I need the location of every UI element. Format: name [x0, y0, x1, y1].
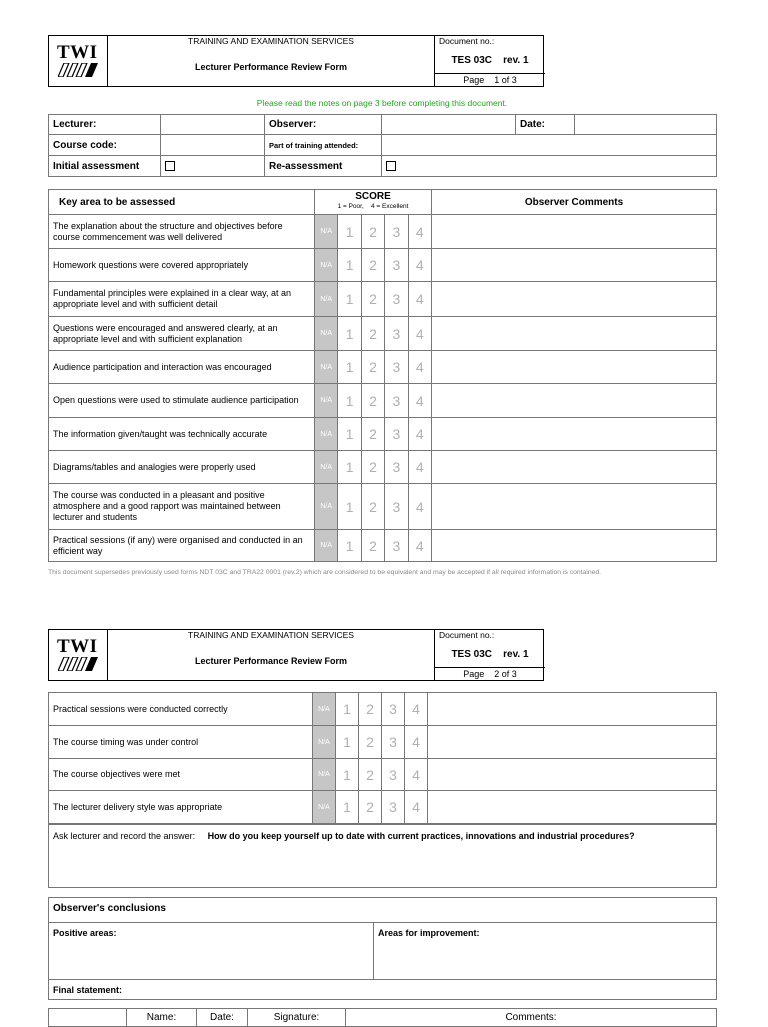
form-title: Lecturer Performance Review Form	[194, 62, 348, 72]
observer-comment-cell[interactable]	[428, 693, 717, 726]
score-na-option[interactable]: N/A	[313, 693, 336, 726]
score-option-1[interactable]: 1	[338, 484, 361, 530]
score-option-4[interactable]: 4	[405, 693, 428, 726]
signoff-date-label: Date:	[197, 1009, 248, 1027]
key-area-text: Audience participation and interaction was encouraged	[49, 351, 315, 384]
observer-comment-cell[interactable]	[432, 384, 717, 418]
observer-field[interactable]	[382, 115, 516, 135]
score-option-2[interactable]: 2	[361, 451, 384, 484]
score-option-1[interactable]: 1	[338, 215, 361, 249]
table-row	[49, 215, 717, 249]
table-row	[49, 351, 717, 384]
score-na-option[interactable]: N/A	[315, 418, 338, 451]
score-option-1[interactable]: 1	[336, 759, 359, 791]
table-row	[49, 317, 717, 351]
org-name: TRAINING AND EXAMINATION SERVICES	[188, 630, 354, 640]
score-option-2[interactable]: 2	[361, 351, 384, 384]
logo	[49, 36, 108, 86]
divider	[49, 979, 716, 980]
score-option-2[interactable]: 2	[361, 282, 384, 317]
table-row	[49, 726, 717, 759]
score-option-1[interactable]: 1	[338, 418, 361, 451]
signoff-table	[48, 1008, 717, 1027]
score-na-option[interactable]: N/A	[315, 451, 338, 484]
score-option-1[interactable]: 1	[336, 791, 359, 824]
score-na-option[interactable]: N/A	[315, 282, 338, 317]
score-table-page2	[48, 692, 717, 824]
table-row	[49, 282, 717, 317]
part-attended-field[interactable]	[382, 135, 717, 156]
docno-cell	[434, 630, 544, 680]
key-area-text: The explanation about the structure and objectives before course commencement was well delivered	[49, 215, 315, 249]
divider	[435, 667, 545, 668]
reassessment-label: Re-assessment	[265, 156, 382, 177]
conclusions-title: Observer's conclusions	[53, 903, 166, 914]
score-option-3[interactable]: 3	[385, 351, 408, 384]
twi-logo-icon	[58, 657, 98, 671]
table-row	[49, 484, 717, 530]
score-option-2[interactable]: 2	[361, 384, 384, 418]
signoff-name-label: Name:	[127, 1009, 197, 1027]
score-title: SCORE	[355, 191, 391, 202]
positive-areas-label: Positive areas:	[53, 928, 117, 938]
form-title: Lecturer Performance Review Form	[194, 656, 348, 666]
key-area-text: Open questions were used to stimulate audience participation	[49, 384, 315, 418]
observer-comment-cell[interactable]	[428, 726, 717, 759]
score-option-3[interactable]: 3	[385, 317, 408, 351]
score-scale: 1 = Poor, 4 = Excellent	[337, 203, 409, 210]
table-row	[49, 530, 717, 562]
score-option-3[interactable]: 3	[382, 693, 405, 726]
key-area-text: The information given/taught was technically accurate	[49, 418, 315, 451]
table-row	[49, 693, 717, 726]
score-option-4[interactable]: 4	[408, 351, 431, 384]
score-na-option[interactable]: N/A	[315, 351, 338, 384]
key-area-text: Questions were encouraged and answered clearly, at an appropriate level and with sufficient explanation	[49, 317, 315, 351]
divider	[373, 922, 374, 979]
docno-label: Document no.:	[439, 630, 495, 640]
score-option-2[interactable]: 2	[361, 484, 384, 530]
table-row	[49, 791, 717, 824]
key-area-text: Practical sessions (if any) were organised and conducted in an efficient way	[49, 530, 315, 562]
logo	[49, 630, 108, 680]
twi-logo-icon	[58, 63, 98, 77]
date-field[interactable]	[575, 115, 717, 135]
score-option-2[interactable]: 2	[359, 791, 382, 824]
score-option-3[interactable]: 3	[385, 215, 408, 249]
docno: TES 03C rev. 1	[451, 649, 529, 660]
score-option-3[interactable]: 3	[385, 451, 408, 484]
reassessment-cell	[382, 156, 717, 177]
score-option-4[interactable]: 4	[408, 317, 431, 351]
table-row	[49, 418, 717, 451]
observer-comment-cell[interactable]	[432, 418, 717, 451]
score-option-4[interactable]: 4	[408, 530, 431, 562]
score-option-4[interactable]: 4	[405, 759, 428, 791]
table-row	[49, 384, 717, 418]
score-na-option[interactable]: N/A	[315, 484, 338, 530]
lecturer-label: Lecturer:	[49, 115, 161, 135]
key-area-text: The lecturer delivery style was appropriate	[49, 791, 313, 824]
observer-comment-cell[interactable]	[428, 791, 717, 824]
initial-assessment-cell	[161, 156, 265, 177]
key-area-text: Fundamental principles were explained in a clear way, at an appropriate level and with sufficient detail	[49, 282, 315, 317]
score-option-1[interactable]: 1	[338, 351, 361, 384]
score-option-4[interactable]: 4	[408, 418, 431, 451]
table-row	[49, 451, 717, 484]
observer-label: Observer:	[265, 115, 382, 135]
docno-label: Document no.:	[439, 36, 495, 46]
key-area-text: The course was conducted in a pleasant and positive atmosphere and a good rapport was maintained between lecturer and students	[49, 484, 315, 530]
score-na-option[interactable]: N/A	[315, 215, 338, 249]
page-number: Page 2 of 3	[463, 669, 517, 679]
table-row	[49, 759, 717, 791]
key-area-text: Homework questions were covered appropriately	[49, 249, 315, 282]
docno-cell	[434, 36, 544, 86]
score-option-4[interactable]: 4	[408, 282, 431, 317]
score-option-4[interactable]: 4	[408, 215, 431, 249]
docno: TES 03C rev. 1	[451, 55, 529, 66]
final-statement-label: Final statement:	[53, 985, 123, 995]
score-option-4[interactable]: 4	[408, 384, 431, 418]
score-na-option[interactable]: N/A	[315, 384, 338, 418]
score-option-1[interactable]: 1	[338, 249, 361, 282]
col-score	[315, 190, 432, 215]
logo-text: TWI	[57, 636, 98, 657]
score-option-2[interactable]: 2	[359, 693, 382, 726]
observer-comment-cell[interactable]	[432, 351, 717, 384]
score-option-2[interactable]: 2	[359, 759, 382, 791]
score-na-option[interactable]: N/A	[315, 530, 338, 562]
score-option-3[interactable]: 3	[382, 759, 405, 791]
improvement-areas-label: Areas for improvement:	[378, 928, 480, 938]
divider	[49, 922, 716, 923]
score-option-1[interactable]: 1	[338, 282, 361, 317]
score-option-1[interactable]: 1	[338, 530, 361, 562]
page1-header	[48, 35, 544, 87]
page2-header	[48, 629, 544, 681]
question-text: How do you keep yourself up to date with current practices, innovations and industrial procedures?	[207, 831, 635, 841]
score-option-2[interactable]: 2	[361, 530, 384, 562]
score-option-2[interactable]: 2	[359, 726, 382, 759]
conclusions-box	[48, 897, 717, 1000]
score-na-option[interactable]: N/A	[313, 759, 336, 791]
notice-text: Please read the notes on page 3 before completing this document.	[256, 98, 508, 108]
observer-comment-cell[interactable]	[432, 451, 717, 484]
footnote: This document supersedes previously used forms NDT 03C and TRA22 0001 (rev.2) which are considered to be equivalent and may be accepted if all required information is contained.	[48, 569, 602, 576]
observer-comment-cell[interactable]	[432, 317, 717, 351]
score-option-3[interactable]: 3	[385, 418, 408, 451]
col-comments: Observer Comments	[432, 190, 717, 215]
question-box	[48, 824, 717, 888]
score-option-2[interactable]: 2	[361, 317, 384, 351]
info-table	[48, 114, 717, 177]
org-name: TRAINING AND EXAMINATION SERVICES	[188, 36, 354, 46]
course-code-field[interactable]	[161, 135, 265, 156]
score-option-1[interactable]: 1	[336, 693, 359, 726]
page-number: Page 1 of 3	[463, 75, 517, 85]
score-na-option[interactable]: N/A	[313, 791, 336, 824]
score-option-1[interactable]: 1	[338, 384, 361, 418]
score-na-option[interactable]: N/A	[313, 726, 336, 759]
key-area-text: Practical sessions were conducted correctly	[49, 693, 313, 726]
divider	[435, 73, 545, 74]
initial-assessment-label: Initial assessment	[49, 156, 161, 177]
date-label: Date:	[516, 115, 575, 135]
score-option-3[interactable]: 3	[385, 249, 408, 282]
table-row	[49, 249, 717, 282]
observer-comment-cell[interactable]	[428, 759, 717, 791]
observer-comment-cell[interactable]	[432, 484, 717, 530]
observer-comment-cell[interactable]	[432, 215, 717, 249]
score-option-4[interactable]: 4	[408, 484, 431, 530]
score-option-4[interactable]: 4	[408, 451, 431, 484]
score-na-option[interactable]: N/A	[315, 317, 338, 351]
score-option-3[interactable]: 3	[382, 726, 405, 759]
score-option-3[interactable]: 3	[385, 384, 408, 418]
signoff-comments-label: Comments:	[346, 1009, 717, 1027]
score-table-page1	[48, 189, 717, 562]
score-option-2[interactable]: 2	[361, 418, 384, 451]
reassessment-checkbox[interactable]	[386, 161, 396, 171]
score-option-4[interactable]: 4	[405, 726, 428, 759]
signoff-signature-label: Signature:	[248, 1009, 346, 1027]
score-option-1[interactable]: 1	[336, 726, 359, 759]
course-code-label: Course code:	[49, 135, 161, 156]
observer-comment-cell[interactable]	[432, 249, 717, 282]
lecturer-field[interactable]	[161, 115, 265, 135]
score-option-1[interactable]: 1	[338, 451, 361, 484]
observer-comment-cell[interactable]	[432, 530, 717, 562]
score-option-2[interactable]: 2	[361, 215, 384, 249]
part-attended-label: Part of training attended:	[265, 135, 382, 156]
score-option-4[interactable]: 4	[405, 791, 428, 824]
score-option-2[interactable]: 2	[361, 249, 384, 282]
score-option-3[interactable]: 3	[385, 282, 408, 317]
col-key-area: Key area to be assessed	[49, 190, 315, 215]
logo-text: TWI	[57, 42, 98, 63]
key-area-text: The course timing was under control	[49, 726, 313, 759]
score-na-option[interactable]: N/A	[315, 249, 338, 282]
score-option-4[interactable]: 4	[408, 249, 431, 282]
score-option-3[interactable]: 3	[382, 791, 405, 824]
score-option-1[interactable]: 1	[338, 317, 361, 351]
observer-comment-cell[interactable]	[432, 282, 717, 317]
score-option-3[interactable]: 3	[385, 530, 408, 562]
key-area-text: The course objectives were met	[49, 759, 313, 791]
key-area-text: Diagrams/tables and analogies were properly used	[49, 451, 315, 484]
score-option-3[interactable]: 3	[385, 484, 408, 530]
initial-assessment-checkbox[interactable]	[165, 161, 175, 171]
question-prefix: Ask lecturer and record the answer:	[53, 831, 196, 841]
